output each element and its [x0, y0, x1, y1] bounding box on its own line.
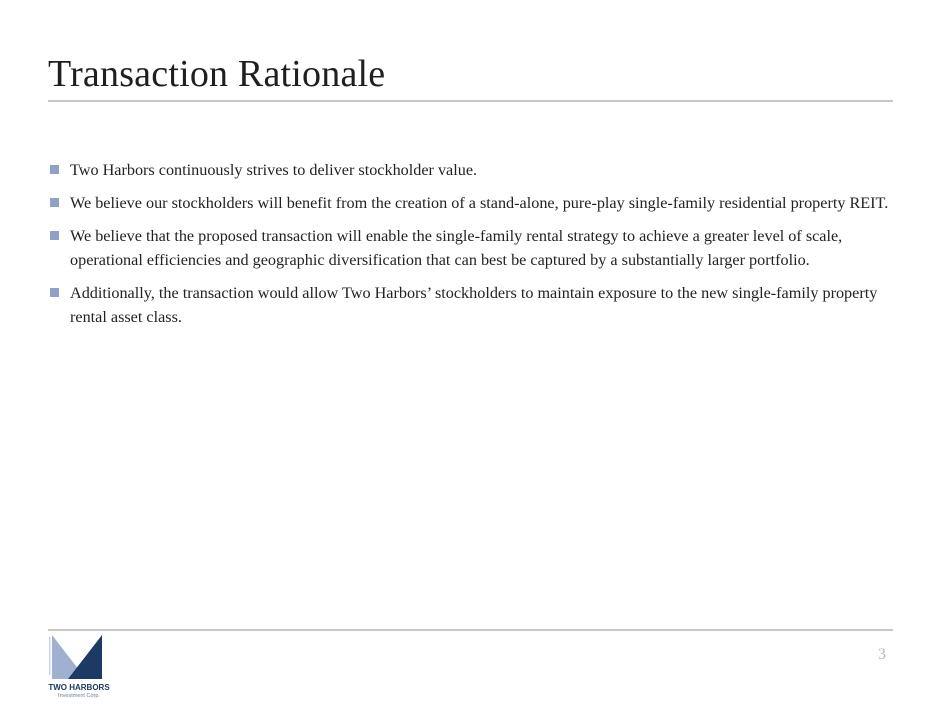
- square-bullet-icon: [50, 231, 59, 240]
- bullet-item: [48, 224, 893, 272]
- bullet-item: [48, 191, 893, 215]
- bullet-item: [48, 281, 893, 329]
- logo-subtitle: Investment Corp.: [58, 693, 100, 699]
- slide-title: Transaction Rationale: [48, 53, 386, 95]
- square-bullet-icon: [50, 198, 59, 207]
- sail-logo-icon: [46, 633, 112, 681]
- logo-wordmark: TWO HARBORS: [48, 683, 110, 692]
- title-divider: [48, 100, 893, 102]
- bullet-text: We believe our stockholders will benefit from the creation of a stand-alone, pure-play single-family residential property REIT.: [70, 194, 889, 212]
- bullet-item: [48, 158, 893, 182]
- square-bullet-icon: [50, 288, 59, 297]
- two-harbors-logo: [36, 631, 122, 703]
- page-number: 3: [878, 646, 886, 663]
- square-bullet-icon: [50, 165, 59, 174]
- footer-divider: [48, 629, 893, 631]
- bullet-text: Two Harbors continuously strives to deliver stockholder value.: [70, 161, 478, 179]
- bullet-text: We believe that the proposed transaction will enable the single-family rental strategy to achieve a greater level of scale, operational efficiencies and geographic diversification that can best be captured by a substantially larger portfolio.: [70, 227, 843, 269]
- bullet-list: [48, 158, 893, 338]
- bullet-text: Additionally, the transaction would allow Two Harbors’ stockholders to maintain exposure to the new single-family property rental asset class.: [70, 284, 878, 326]
